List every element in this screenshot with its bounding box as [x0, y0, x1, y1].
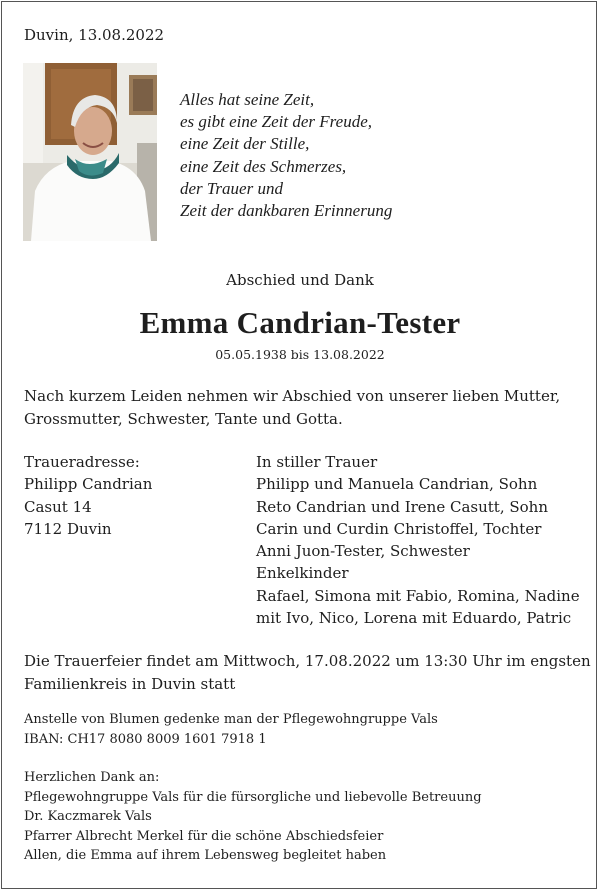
ceremony-line: Familienkreis in Duvin statt: [24, 674, 236, 693]
donation-line: Anstelle von Blumen gedenke man der Pflegewohngruppe Vals: [24, 712, 438, 727]
mourner-line: mit Ivo, Nico, Lorena mit Eduardo, Patric: [256, 609, 572, 628]
donation-notice: [24, 710, 438, 749]
portrait-photo: [23, 63, 157, 241]
thanks-heading: Herzlichen Dank an:: [24, 770, 160, 785]
place-date: Duvin, 13.08.2022: [24, 26, 165, 44]
thanks-line: Pfarrer Albrecht Merkel für die schöne Abschiedsfeier: [24, 828, 384, 844]
mourners-list: [256, 451, 580, 629]
poem: [180, 89, 392, 222]
poem-line: Zeit der dankbaren Erinnerung: [180, 201, 393, 221]
ceremony-line: Die Trauerfeier findet am Mittwoch, 17.08.2022 um 13:30 Uhr im engsten: [24, 652, 591, 670]
poem-line: es gibt eine Zeit der Freude,: [180, 112, 372, 132]
mourner-line: Enkelkinder: [256, 564, 349, 583]
intro-line: Grossmutter, Schwester, Tante und Gotta.: [24, 409, 343, 428]
poem-line: Alles hat seine Zeit,: [180, 90, 315, 109]
portrait-image: [23, 63, 157, 241]
iban-line: IBAN: CH17 8080 8009 1601 7918 1: [24, 731, 267, 747]
thanks-line: Dr. Kaczmarek Vals: [24, 809, 152, 825]
poem-line: der Trauer und: [180, 178, 283, 198]
intro-line: Nach kurzem Leiden nehmen wir Abschied von unserer lieben Mutter,: [24, 387, 561, 405]
intro-text: [24, 385, 560, 430]
mourning-address: [24, 451, 152, 540]
thanks-line: Allen, die Emma auf ihrem Lebensweg begleitet haben: [24, 848, 387, 864]
deceased-name: Emma Candrian-Tester: [139, 305, 461, 340]
mourner-line: Rafael, Simona mit Fabio, Romina, Nadine: [256, 586, 580, 605]
ceremony-notice: [24, 650, 591, 695]
address-line: Casut 14: [24, 497, 92, 516]
mourner-line: In stiller Trauer: [256, 453, 378, 471]
thanks-line: Pflegewohngruppe Vals für die fürsorgliche und liebevolle Betreuung: [24, 789, 482, 805]
thanks-section: [24, 768, 482, 866]
address-line: 7112 Duvin: [24, 519, 112, 538]
poem-line: eine Zeit der Stille,: [180, 134, 310, 154]
mourner-line: Philipp und Manuela Candrian, Sohn: [256, 475, 538, 494]
address-line: Philipp Candrian: [24, 475, 153, 494]
life-dates: 05.05.1938 bis 13.08.2022: [215, 347, 385, 362]
poem-line: eine Zeit des Schmerzes,: [180, 156, 347, 176]
mourner-line: Carin und Curdin Christoffel, Tochter: [256, 519, 542, 538]
mourner-line: Reto Candrian und Irene Casutt, Sohn: [256, 497, 548, 516]
mourner-line: Anni Juon-Tester, Schwester: [256, 542, 470, 561]
address-line: Traueradresse:: [24, 453, 140, 471]
farewell-subtitle: Abschied und Dank: [226, 271, 374, 289]
